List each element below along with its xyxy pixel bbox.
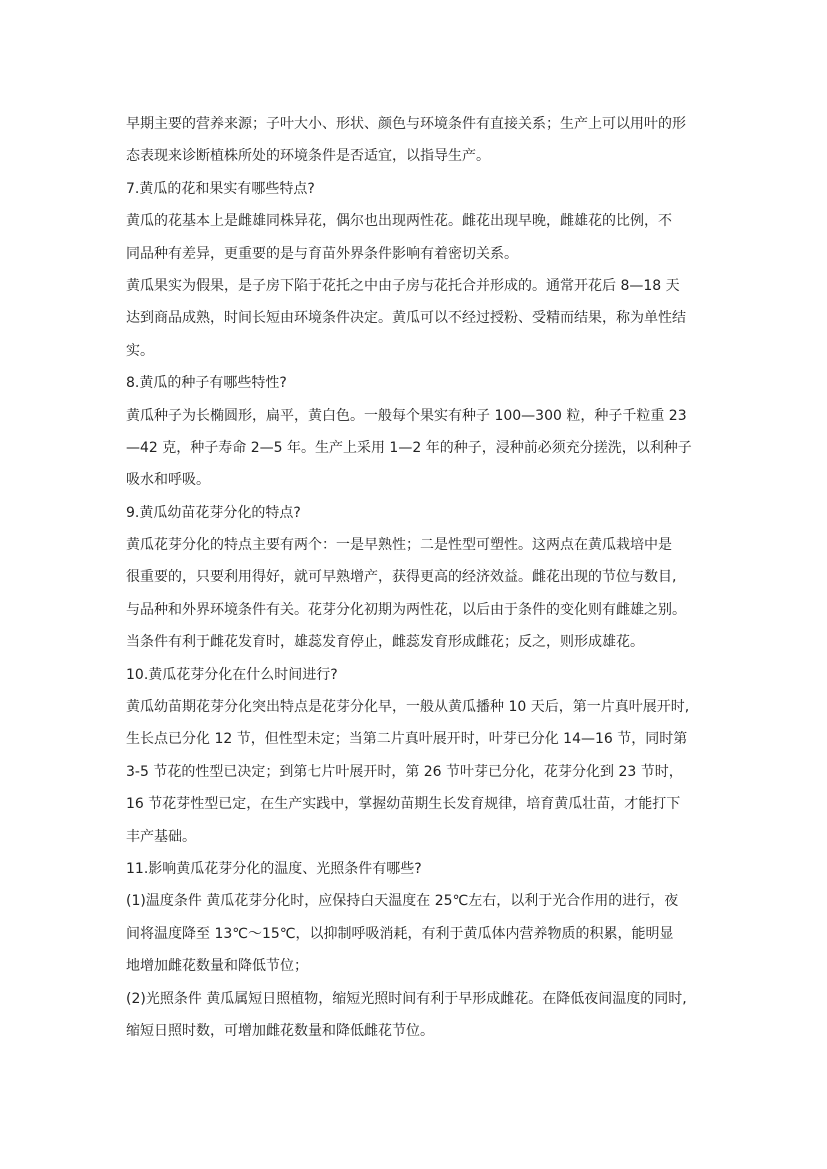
- text-line: 与品种和外界环境条件有关。花芽分化初期为两性花，以后由于条件的变化则有雌雄之别。: [126, 601, 686, 618]
- text-line: (1)温度条件 黄瓜花芽分化时，应保持白天温度在 25℃左右，以利于光合作用的进行，夜: [126, 893, 679, 910]
- text-line: 黄瓜幼苗期花芽分化突出特点是花芽分化早，一般从黄瓜播种 10 天后，第一片真叶展开时,: [126, 699, 690, 716]
- text-line: 达到商品成熟，时间长短由环境条件决定。黄瓜可以不经过授粉、受精而结果，称为单性结: [126, 310, 686, 327]
- text-line: 地增加雌花数量和降低节位；: [126, 958, 308, 975]
- text-line: 很重要的，只要利用得好，就可早熟增产，获得更高的经济效益。雌花出现的节位与数目,: [126, 569, 677, 586]
- text-line: 缩短日照时数，可增加雌花数量和降低雌花节位。: [126, 1022, 434, 1039]
- section-heading: 9.黄瓜幼苗花芽分化的特点?: [126, 504, 301, 521]
- text-line: 丰产基础。: [126, 828, 196, 845]
- text-line: 生长点已分化 12 节，但性型未定；当第二片真叶展开时，叶芽已分化 14—16 节，同时第: [126, 731, 688, 748]
- text-line: 黄瓜种子为长椭圆形，扁平，黄白色。一般每个果实有种子 100—300 粒，种子千粒重 23: [126, 407, 687, 424]
- text-line: 黄瓜果实为假果，是子房下陷于花托之中由子房与花托合并形成的。通常开花后 8—18 天: [126, 277, 680, 294]
- text-line: 实。: [126, 342, 154, 359]
- text-line: 吸水和呼吸。: [126, 472, 210, 489]
- document-body: [126, 108, 716, 1047]
- text-line: 同品种有差异，更重要的是与育苗外界条件影响有着密切关系。: [126, 245, 518, 262]
- text-line: 3-5 节花的性型已决定；到第七片叶展开时，第 26 节叶芽已分化，花芽分化到 23 节时，: [126, 763, 683, 780]
- section-heading: 7.黄瓜的花和果实有哪些特点?: [126, 180, 315, 197]
- text-line: 黄瓜的花基本上是雌雄同株异花，偶尔也出现两性花。雌花出现早晚，雌雄花的比例，不: [126, 213, 672, 230]
- text-line: —42 克，种子寿命 2—5 年。生产上采用 1—2 年的种子，浸种前必须充分搓洗，以利种子: [126, 439, 692, 456]
- section-heading: 11.影响黄瓜花芽分化的温度、光照条件有哪些?: [126, 860, 422, 877]
- text-line: 黄瓜花芽分化的特点主要有两个：一是早熟性；二是性型可塑性。这两点在黄瓜栽培中是: [126, 537, 672, 554]
- section-heading: 10.黄瓜花芽分化在什么时间进行?: [126, 666, 338, 683]
- text-line: 间将温度降至 13℃～15℃，以抑制呼吸消耗，有利于黄瓜体内营养物质的积累，能明显: [126, 925, 674, 942]
- text-line: 早期主要的营养来源；子叶大小、形状、颜色与环境条件有直接关系；生产上可以用叶的形: [126, 116, 686, 132]
- text-line: 16 节花芽性型已定，在生产实践中，掌握幼苗期生长发育规律，培育黄瓜壮苗，才能打下: [126, 796, 681, 813]
- text-line: (2)光照条件 黄瓜属短日照植物，缩短光照时间有利于早形成雌花。在降低夜间温度的同时,: [126, 990, 687, 1007]
- text-line: 当条件有利于雌花发育时，雄蕊发育停止，雌蕊发育形成雌花；反之，则形成雄花。: [126, 634, 644, 651]
- section-heading: 8.黄瓜的种子有哪些特性?: [126, 375, 287, 392]
- text-line: 态表现来诊断植株所处的环境条件是否适宜，以指导生产。: [126, 148, 490, 165]
